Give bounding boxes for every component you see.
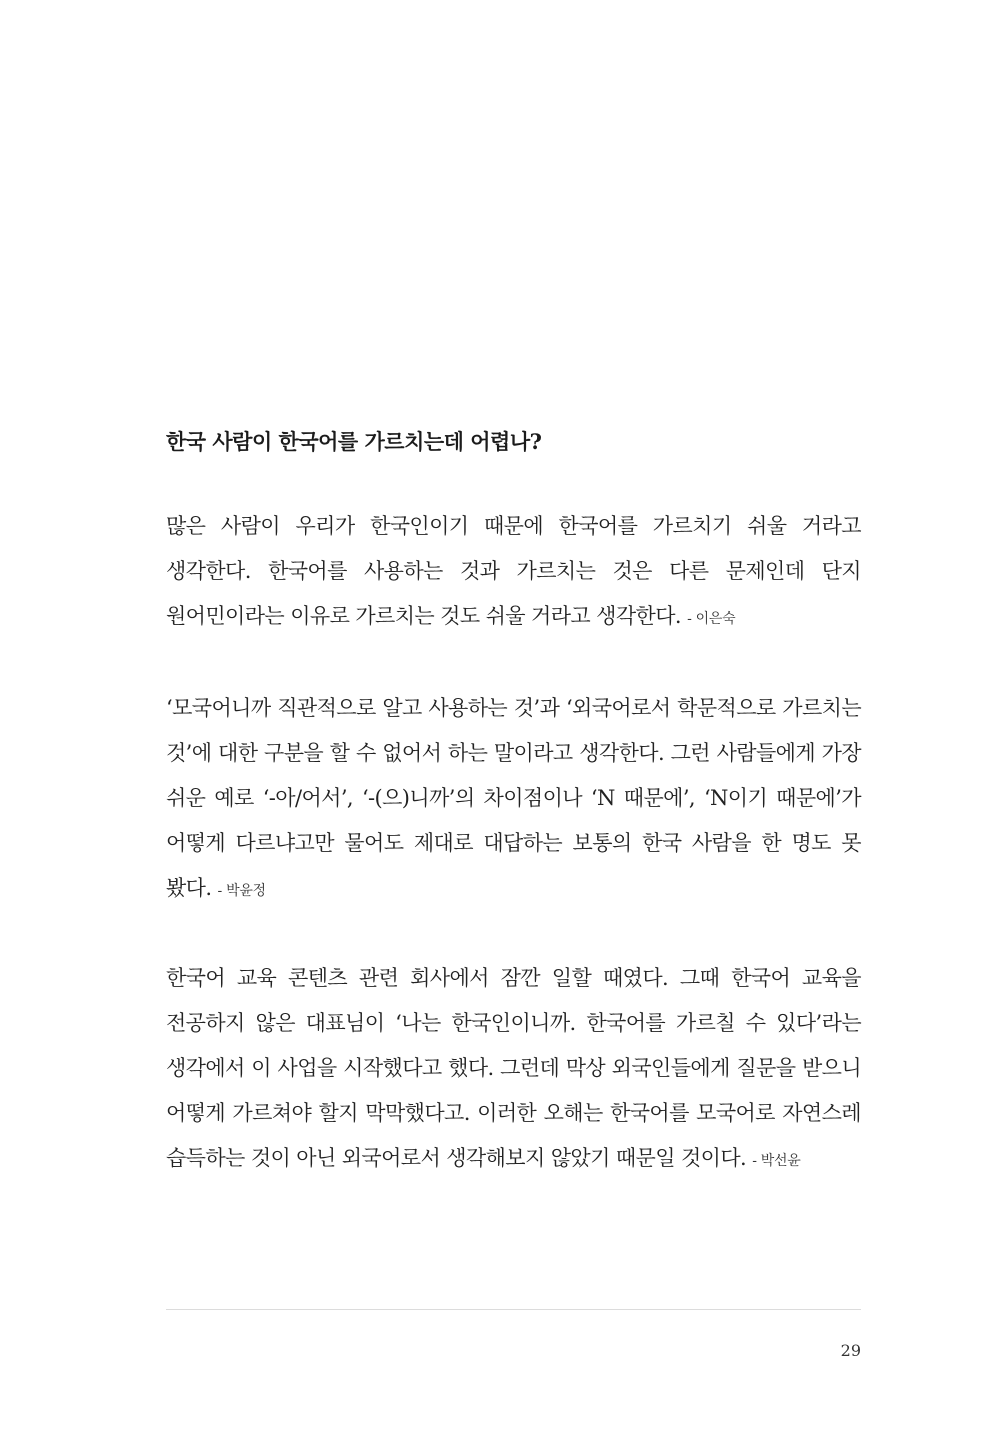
paragraph-text: 한국어 교육 콘텐츠 관련 회사에서 잠깐 일할 때였다. 그때 한국어 교육을 전공하지 않은 대표님이 ‘나는 한국인이니까. 한국어를 가르칠 수 있다’라는 생각에서 이 사업을 시작했다고 했다. 그런데 막상 외국인들에게 질문을 받으니 어떻게 가르쳐야 할지 막막했다고. 이러한 오해는 한국어를 모국어로 자연스레 습득하는 것이 아닌 외국어로서 생각해보지 않았기 때문일 것이다. [166, 966, 861, 1170]
quote-paragraph [166, 956, 861, 1184]
footer-divider [166, 1309, 861, 1310]
page-number: 29 [840, 1341, 861, 1360]
author-attribution: - 박선윤 [752, 1153, 801, 1169]
author-attribution: - 박윤정 [217, 883, 266, 899]
section-heading: 한국 사람이 한국어를 가르치는데 어렵나? [166, 429, 542, 454]
author-attribution: - 이은숙 [687, 611, 736, 627]
paragraph-text: 많은 사람이 우리가 한국인이기 때문에 한국어를 가르치기 쉬울 거라고 생각한다. 한국어를 사용하는 것과 가르치는 것은 다른 문제인데 단지 원어민이라는 이유로 가르치는 것도 쉬울 거라고 생각한다. [166, 514, 861, 628]
quote-paragraph [166, 504, 861, 642]
quote-paragraph [166, 686, 861, 914]
paragraph-text: ‘모국어니까 직관적으로 알고 사용하는 것’과 ‘외국어로서 학문적으로 가르치는 것’에 대한 구분을 할 수 없어서 하는 말이라고 생각한다. 그런 사람들에게 가장 쉬운 예로 ‘-아/어서’, ‘-(으)니까’의 차이점이나 ‘N 때문에’, ‘N이기 때문에’가 어떻게 다르냐고만 물어도 제대로 대답하는 보통의 한국 사람을 한 명도 못 봤다. [166, 696, 861, 900]
